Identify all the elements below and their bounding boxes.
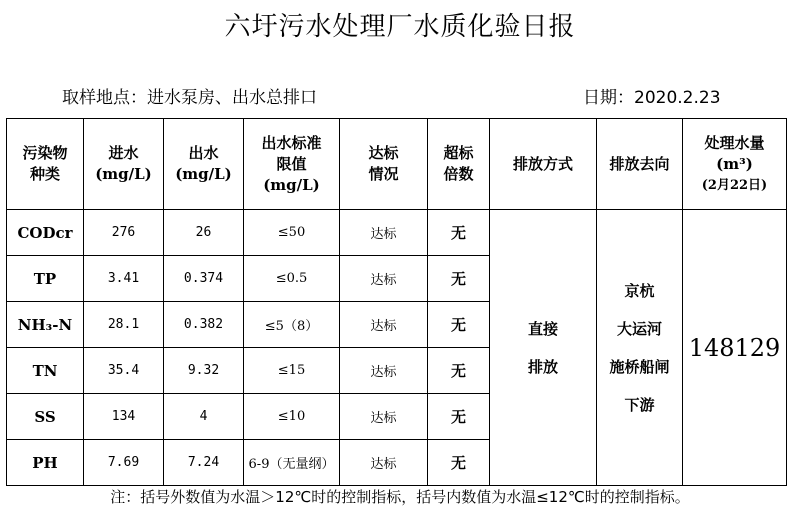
header-line: (m³) bbox=[716, 154, 753, 173]
pollutant-name: TN bbox=[7, 348, 84, 394]
header-influent bbox=[84, 119, 164, 210]
pollutant-name: PH bbox=[7, 440, 84, 486]
effluent-value: 0.382 bbox=[164, 302, 244, 348]
sampling-location: 取样地点：进水泵房、出水总排口 bbox=[62, 88, 317, 108]
header-line: (mg/L) bbox=[95, 165, 152, 183]
treated-volume: 148129 bbox=[683, 210, 787, 486]
exceed-multiple: 无 bbox=[428, 348, 490, 394]
report-title: 六圩污水处理厂水质化验日报 bbox=[224, 12, 576, 42]
header-line: 情况 bbox=[368, 165, 399, 183]
compliance-status: 达标 bbox=[340, 440, 428, 486]
influent-value: 35.4 bbox=[84, 348, 164, 394]
header-line: 处理水量 bbox=[704, 133, 765, 152]
effluent-value: 0.374 bbox=[164, 256, 244, 302]
header-line: (mg/L) bbox=[263, 175, 320, 194]
header-line: 达标 bbox=[368, 144, 399, 162]
discharge-destination-line: 大运河 bbox=[616, 319, 662, 338]
discharge-destination bbox=[597, 210, 683, 486]
compliance-status: 达标 bbox=[340, 394, 428, 440]
discharge-destination-line: 下游 bbox=[624, 395, 655, 414]
discharge-method-line: 直接 bbox=[527, 319, 558, 338]
discharge-destination-line: 施桥船闸 bbox=[609, 357, 670, 376]
header-line: 超标 bbox=[443, 144, 474, 162]
influent-value: 28.1 bbox=[84, 302, 164, 348]
exceed-multiple: 无 bbox=[428, 210, 490, 256]
header-line: 限值 bbox=[276, 154, 307, 173]
influent-value: 3.41 bbox=[84, 256, 164, 302]
limit-value: ≤0.5 bbox=[244, 256, 340, 302]
exceed-multiple: 无 bbox=[428, 256, 490, 302]
table-row bbox=[7, 210, 787, 256]
header-limit bbox=[244, 119, 340, 210]
header-line: 出水标准 bbox=[261, 133, 322, 152]
influent-value: 134 bbox=[84, 394, 164, 440]
pollutant-name: TP bbox=[7, 256, 84, 302]
effluent-value: 7.24 bbox=[164, 440, 244, 486]
effluent-value: 9.32 bbox=[164, 348, 244, 394]
effluent-value: 26 bbox=[164, 210, 244, 256]
header-line: 出水 bbox=[188, 144, 219, 162]
header-pollutant bbox=[7, 119, 84, 210]
header-volume bbox=[683, 119, 787, 210]
header-line: 污染物 bbox=[22, 144, 68, 162]
pollutant-name: NH₃-N bbox=[7, 302, 84, 348]
header-compliance bbox=[340, 119, 428, 210]
discharge-method-line: 排放 bbox=[527, 357, 558, 376]
effluent-value: 4 bbox=[164, 394, 244, 440]
influent-value: 7.69 bbox=[84, 440, 164, 486]
water-quality-table bbox=[6, 118, 787, 486]
compliance-status: 达标 bbox=[340, 348, 428, 394]
footnote: 注：括号外数值为水温＞12℃时的控制指标，括号内数值为水温≤12℃时的控制指标。 bbox=[110, 488, 690, 506]
compliance-status: 达标 bbox=[340, 210, 428, 256]
header-line: (2月22日) bbox=[701, 177, 768, 193]
discharge-destination-line: 京杭 bbox=[624, 281, 655, 300]
influent-value: 276 bbox=[84, 210, 164, 256]
report-date: 日期：2020.2.23 bbox=[583, 88, 721, 108]
header-line: 进水 bbox=[108, 144, 139, 162]
discharge-method bbox=[490, 210, 597, 486]
header-discharge-destination: 排放去向 bbox=[597, 119, 683, 210]
pollutant-name: SS bbox=[7, 394, 84, 440]
compliance-status: 达标 bbox=[340, 256, 428, 302]
limit-value: ≤5（8） bbox=[244, 302, 340, 348]
header-row bbox=[7, 119, 787, 210]
header-exceed bbox=[428, 119, 490, 210]
limit-value: ≤15 bbox=[244, 348, 340, 394]
header-line: (mg/L) bbox=[175, 165, 232, 183]
limit-value: ≤10 bbox=[244, 394, 340, 440]
pollutant-name: CODcr bbox=[7, 210, 84, 256]
exceed-multiple: 无 bbox=[428, 440, 490, 486]
limit-value: 6-9（无量纲） bbox=[244, 440, 340, 486]
exceed-multiple: 无 bbox=[428, 302, 490, 348]
exceed-multiple: 无 bbox=[428, 394, 490, 440]
compliance-status: 达标 bbox=[340, 302, 428, 348]
header-line: 倍数 bbox=[443, 165, 474, 183]
limit-value: ≤50 bbox=[244, 210, 340, 256]
header-effluent bbox=[164, 119, 244, 210]
header-discharge-method: 排放方式 bbox=[490, 119, 597, 210]
header-line: 种类 bbox=[29, 165, 60, 183]
